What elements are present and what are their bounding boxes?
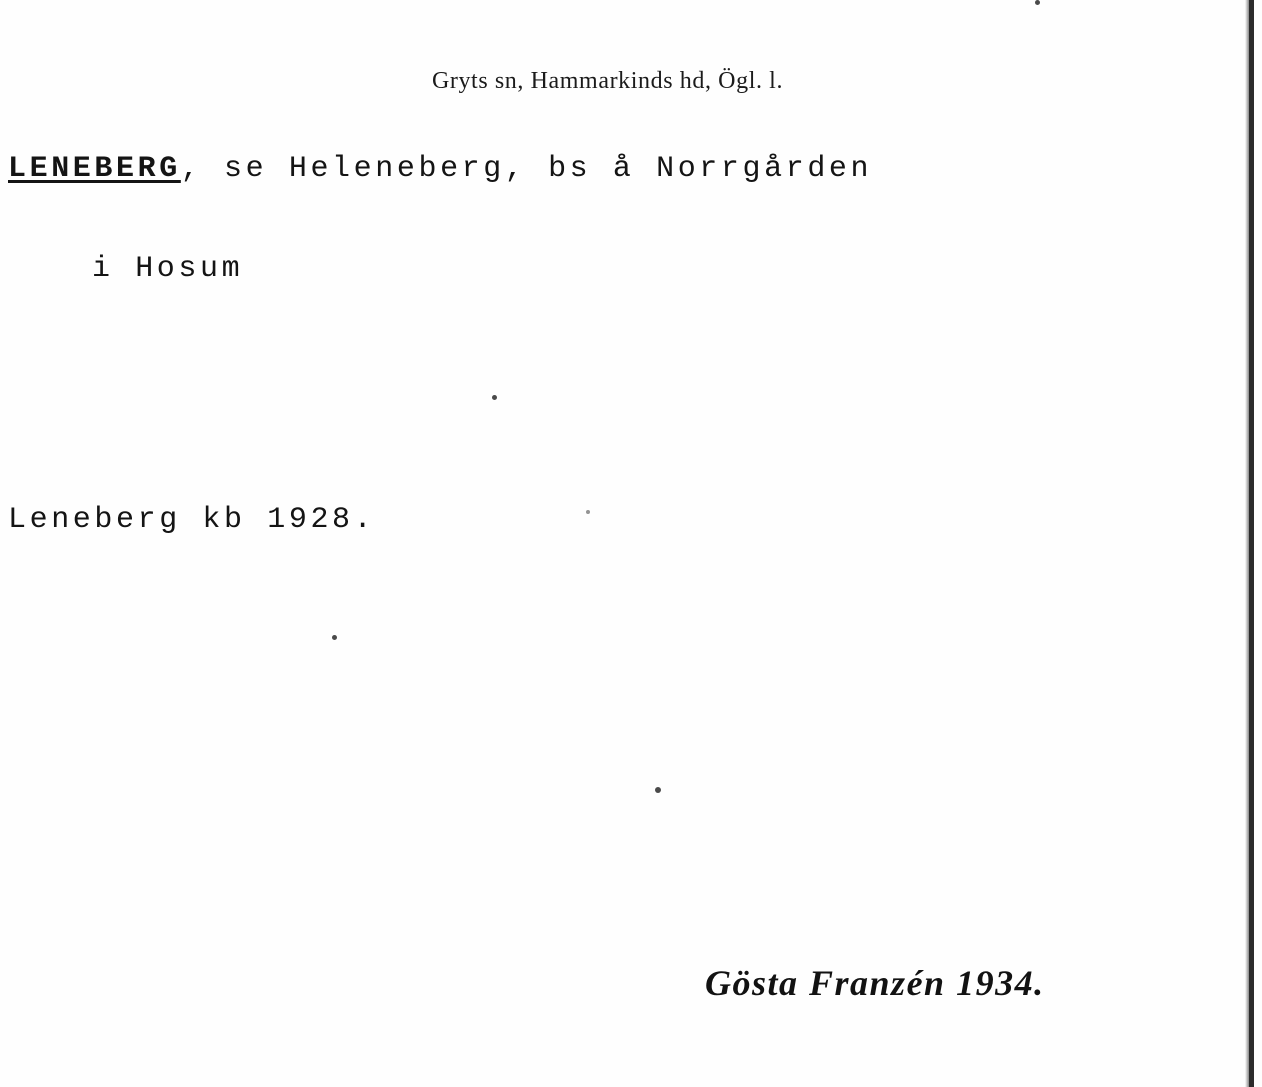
entry-headword-line [8, 152, 872, 186]
header-location-text: Gryts sn, Hammarkinds hd, Ögl. l. [431, 68, 784, 94]
entry-headword: LENEBERG [8, 152, 181, 186]
ink-speck-icon [1035, 0, 1040, 5]
card-header-location [0, 62, 1215, 96]
author-signature: Gösta Franzén 1934. [705, 963, 1045, 1003]
ink-speck-icon [586, 510, 590, 514]
ink-speck-icon [655, 787, 661, 793]
ink-speck-icon [492, 395, 497, 400]
source-citation: Leneberg kb 1928. [8, 503, 376, 537]
entry-cross-reference: , se Heleneberg, bs å Norrgården [180, 152, 873, 186]
ink-speck-icon [332, 635, 337, 640]
card-right-edge [1249, 0, 1254, 1087]
card-right-edge-shadow [1245, 0, 1249, 1087]
entry-continuation-line: i Hosum [92, 252, 244, 286]
